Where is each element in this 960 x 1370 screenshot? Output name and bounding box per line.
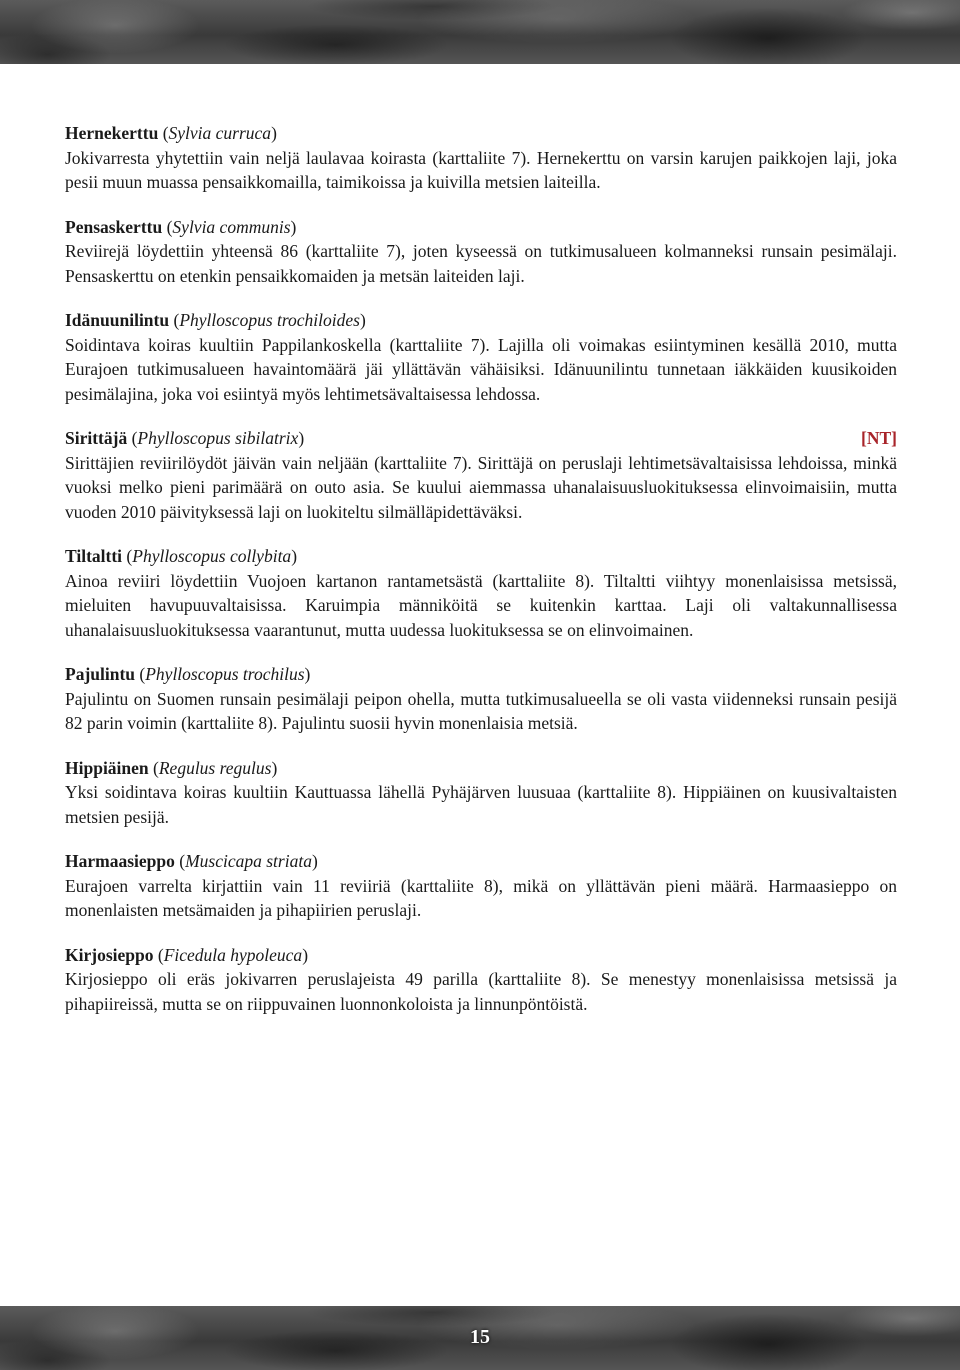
species-name: Pajulintu	[65, 664, 136, 684]
species-description: Kirjosieppo oli eräs jokivarren peruslajeista 49 parilla (karttaliite 8). Se menestyy monenlaisissa metsissä ja pihapiireissä, mutta se on riippuvainen luonnonkoloista ja linnunpöntöistä.	[65, 969, 897, 1014]
species-name: Pensaskerttu	[65, 216, 163, 237]
species-entry	[65, 121, 897, 195]
entry-heading: Hernekerttu (Sylvia curruca)	[65, 123, 277, 143]
entry-heading: Pajulintu (Phylloscopus trochilus)	[65, 664, 311, 684]
header-texture-band	[0, 0, 960, 64]
latin-name: Regulus regulus	[158, 757, 272, 778]
species-description: Reviirejä löydettiin yhteensä 86 (karttaliite 7), joten kyseessä on tutkimusalueen kolmanneksi runsain pesimälaji. Pensaskerttu on etenkin pensaikkomaiden ja metsän laiteiden laji.	[65, 241, 897, 286]
species-name: Hernekerttu	[65, 123, 159, 143]
latin-name: Muscicapa striata	[185, 851, 312, 871]
species-entry	[65, 756, 897, 830]
species-name: Idänuunilintu	[65, 310, 170, 330]
species-entry	[65, 849, 897, 923]
page-number: 15	[470, 1326, 490, 1348]
species-name: Harmaasieppo	[65, 851, 175, 871]
species-name: Kirjosieppo	[65, 944, 154, 965]
latin-name: Ficedula hypoleuca	[163, 944, 303, 965]
species-description: Sirittäjien reviirilöydöt jäivän vain neljään (karttaliite 7). Sirittäjä on peruslaji lehtimetsävaltaisissa lehdoissa, minkä vuoksi melko pieni parimäärä on outo asia. Se kuului aiemmassa uhanalaisuusluokituksessa elinvoimaisiin, mutta vuoden 2010 päivityksessä laji on luokiteltu silmälläpidettäväksi.	[65, 452, 897, 522]
latin-name: Sylvia communis	[172, 216, 291, 237]
species-name: Hippiäinen	[65, 757, 149, 778]
entry-heading: Idänuunilintu (Phylloscopus trochiloides)	[65, 310, 366, 330]
entry-heading: Tiltaltti (Phylloscopus collybita)	[65, 546, 298, 566]
species-description: Yksi soidintava koiras kuultiin Kauttuassa lähellä Pyhäjärven luusuaa (karttaliite 8). Hippiäinen on kuusivaltaisten metsien pesijä.	[65, 782, 897, 827]
species-description: Eurajoen varrelta kirjattiin vain 11 reviiriä (karttaliite 8), mikä on yllättävän pieni määrä. Harmaasieppo on monenlaisten metsämaiden ja pihapiirien peruslaji.	[65, 875, 897, 920]
species-entry	[65, 662, 897, 736]
entry-heading: Sirittäjä (Phylloscopus sibilatrix) [NT]	[65, 426, 897, 451]
species-entry	[65, 544, 897, 642]
latin-name: Phylloscopus trochiloides	[179, 310, 360, 330]
species-entry	[65, 215, 897, 289]
species-description: Jokivarresta yhytettiin vain neljä laulavaa koirasta (karttaliite 7). Hernekerttu on varsin karujen paikkojen laji, joka pesii muun muassa pensaikkomailla, taimikoissa ja kuivilla metsien laiteilla.	[65, 147, 897, 192]
species-name: Sirittäjä	[65, 428, 128, 448]
latin-name: Phylloscopus trochilus	[145, 664, 305, 684]
threat-status-badge: [NT]	[861, 428, 897, 448]
species-entry	[65, 426, 897, 524]
entry-heading: Pensaskerttu (Sylvia communis)	[65, 216, 297, 237]
latin-name: Phylloscopus sibilatrix	[137, 428, 299, 448]
species-entry	[65, 308, 897, 406]
entry-heading: Hippiäinen (Regulus regulus)	[65, 757, 278, 778]
species-description: Pajulintu on Suomen runsain pesimälaji peipon ohella, mutta tutkimusalueella se oli vasta viidenneksi runsain pesijä 82 parin voimin (karttaliite 8). Pajulintu suosii hyvin monenlaisia metsiä.	[65, 688, 897, 733]
species-entry	[65, 943, 897, 1017]
species-name: Tiltaltti	[65, 546, 123, 566]
species-description: Soidintava koiras kuultiin Pappilankoskella (karttaliite 7). Lajilla oli voimakas esiintyminen kesällä 2010, mutta Eurajoen tutkimusalueen havaintomäärä jäi yllättävän vähäisiksi. Idänuunilintu tunnetaan iäkkäiden kuusikoiden pesimälajina, joka voi esiintyä myös lehtimetsävaltaisessa lehdossa.	[65, 334, 897, 404]
species-list	[65, 121, 897, 1036]
species-description: Ainoa reviiri löydettiin Vuojoen kartanon rantametsästä (karttaliite 8). Tiltaltti viihtyy monenlaisissa metsissä, mieluiten havupuuvaltaisissa. Karuimpia männiköitä se kuitenkin karttaa. Laji oli valtakunnallisessa uhanalaisuusluokituksessa vaarantunut, mutta uudessa luokituksessa se on elinvoimainen.	[65, 570, 897, 640]
latin-name: Sylvia curruca	[168, 123, 272, 143]
latin-name: Phylloscopus collybita	[132, 546, 292, 566]
entry-heading: Harmaasieppo (Muscicapa striata)	[65, 851, 318, 871]
entry-heading: Kirjosieppo (Ficedula hypoleuca)	[65, 944, 309, 965]
